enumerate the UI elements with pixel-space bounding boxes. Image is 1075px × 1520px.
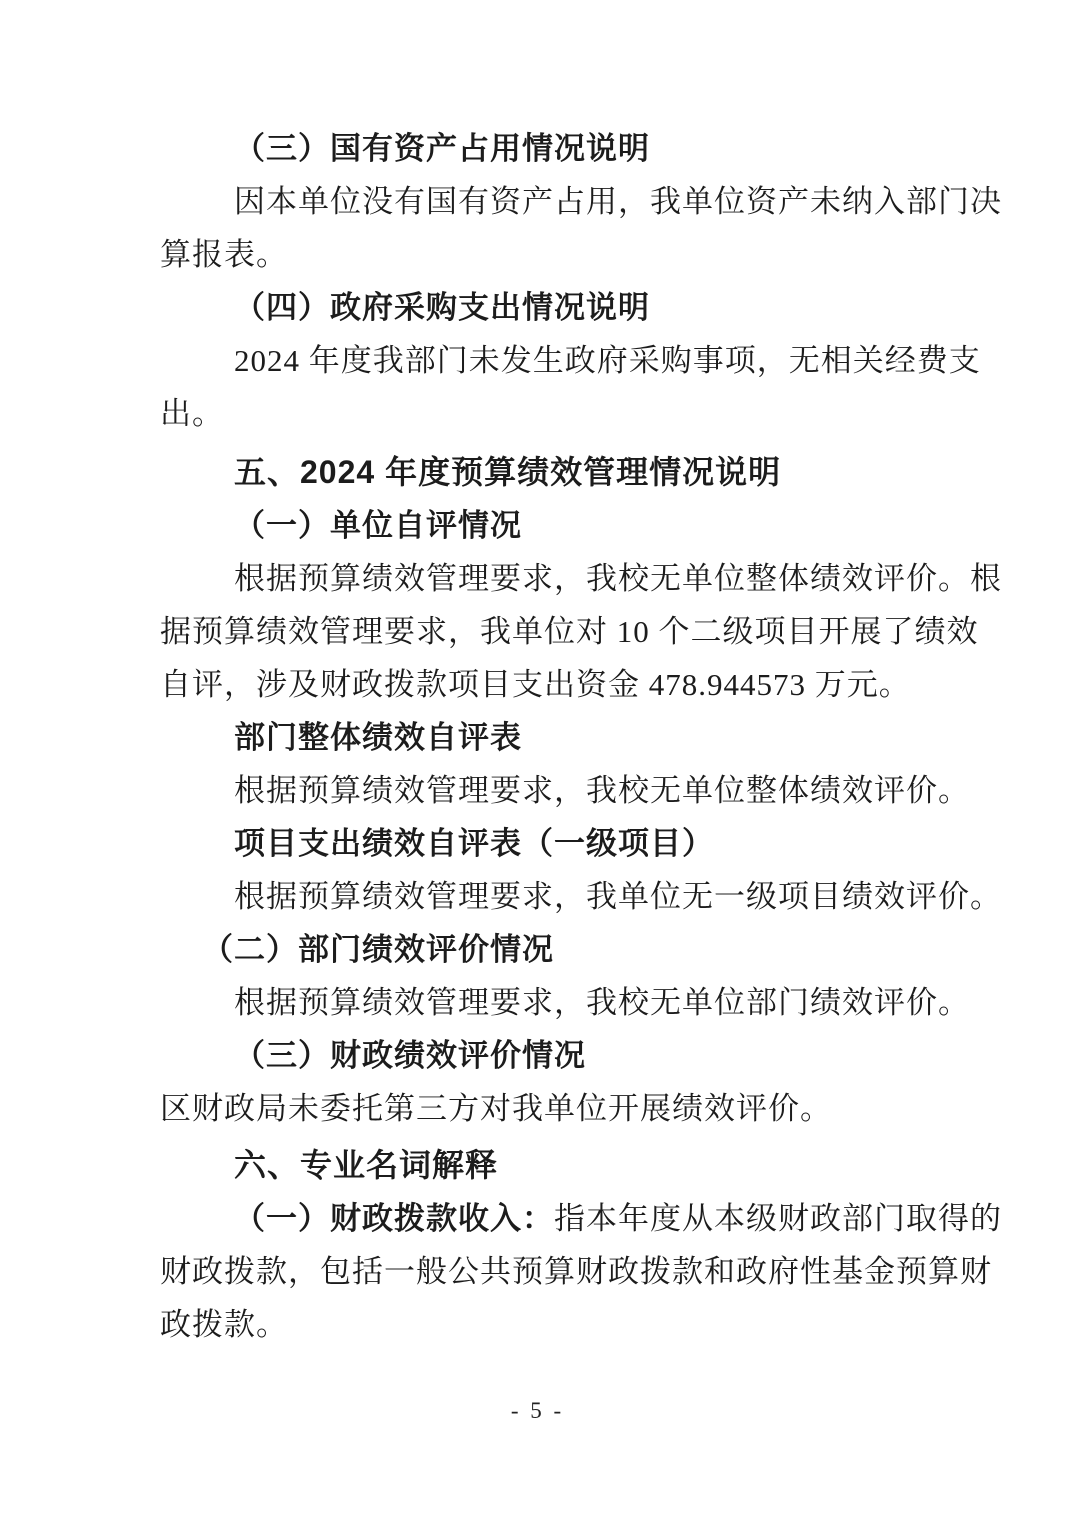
- subheading-project-expense-self-eval-table: 项目支出绩效自评表（一级项目）: [234, 826, 714, 861]
- document-content: [160, 122, 1002, 1351]
- term-fiscal-appropriation-definition: 指本年度从本级财政部门取得的: [554, 1201, 1002, 1236]
- para-glossary-fiscal-income-line3: 政拨款。: [160, 1307, 288, 1342]
- subheading-dept-performance-evaluation: （二）部门绩效评价情况: [202, 932, 554, 967]
- para-state-assets-line1: 因本单位没有国有资产占用，我单位资产未纳入部门决: [234, 184, 1002, 219]
- para-gov-procurement-line1: 2024 年度我部门未发生政府采购事项，无相关经费支: [234, 343, 981, 378]
- para-dept-overall-self-eval: 根据预算绩效管理要求，我校无单位整体绩效评价。: [234, 773, 970, 808]
- para-gov-procurement-line2: 出。: [160, 396, 224, 431]
- subheading-gov-procurement: （四）政府采购支出情况说明: [234, 290, 650, 325]
- page-number: - 5 -: [510, 1398, 565, 1423]
- para-project-expense-self-eval: 根据预算绩效管理要求，我单位无一级项目绩效评价。: [234, 879, 1002, 914]
- para-self-evaluation-line1: 根据预算绩效管理要求，我校无单位整体绩效评价。根: [234, 561, 1002, 596]
- para-self-evaluation-line2: 据预算绩效管理要求，我单位对 10 个二级项目开展了绩效: [160, 614, 979, 649]
- para-glossary-fiscal-income-line1: [160, 1192, 1002, 1245]
- subheading-dept-overall-self-eval-table: 部门整体绩效自评表: [234, 720, 522, 755]
- term-fiscal-appropriation-income: （一）财政拨款收入：: [234, 1201, 554, 1236]
- section-heading-budget-performance: 五、2024 年度预算绩效管理情况说明: [234, 454, 782, 490]
- para-fiscal-performance-evaluation: 区财政局未委托第三方对我单位开展绩效评价。: [160, 1091, 832, 1126]
- section-heading-glossary: 六、专业名词解释: [234, 1147, 499, 1183]
- subheading-state-assets-usage: （三）国有资产占用情况说明: [234, 131, 650, 166]
- para-dept-performance-evaluation: 根据预算绩效管理要求，我校无单位部门绩效评价。: [234, 985, 970, 1020]
- subheading-fiscal-performance-evaluation: （三）财政绩效评价情况: [234, 1038, 586, 1073]
- subheading-unit-self-evaluation: （一）单位自评情况: [234, 508, 522, 543]
- para-glossary-fiscal-income-line2: 财政拨款，包括一般公共预算财政拨款和政府性基金预算财: [160, 1254, 992, 1289]
- para-state-assets-line2: 算报表。: [160, 237, 288, 272]
- para-self-evaluation-line3: 自评，涉及财政拨款项目支出资金 478.944573 万元。: [160, 667, 911, 702]
